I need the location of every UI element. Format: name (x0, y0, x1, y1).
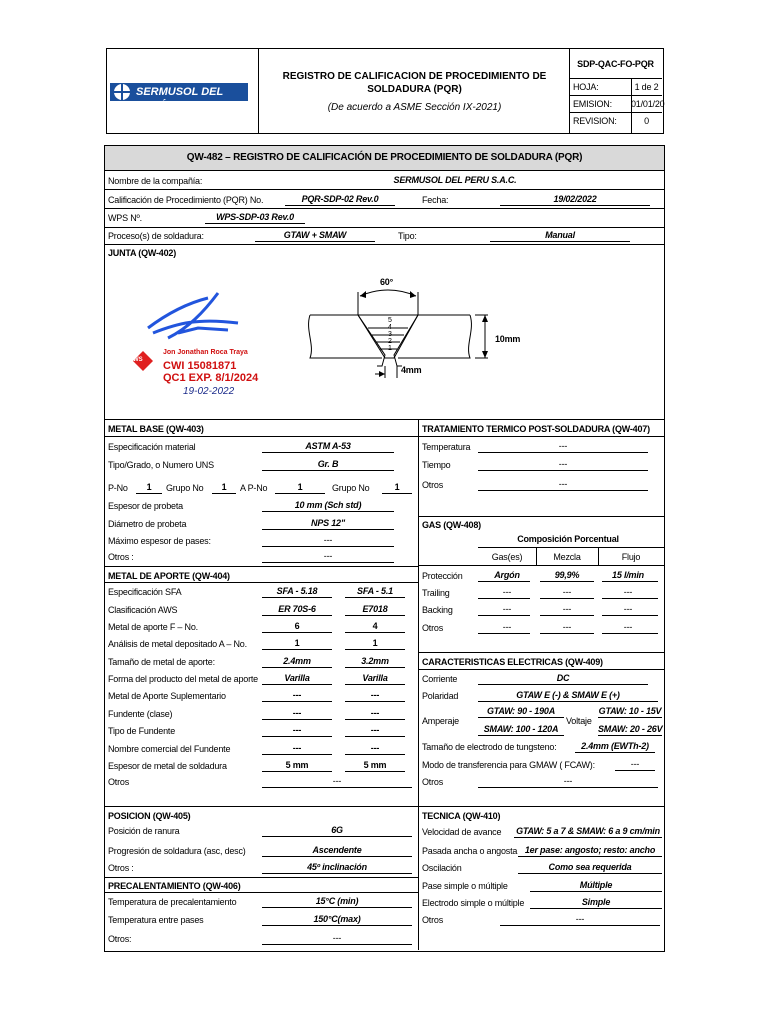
mb-diametro-value: NPS 12" (311, 518, 345, 528)
tech-pase-label: Pase simple o múltiple (422, 881, 508, 891)
mb-grade-value: Gr. B (317, 459, 339, 469)
joint-pass-5: 5 (388, 317, 392, 324)
filler-row-value-1: Varilla (284, 673, 310, 683)
mb-spec-label: Especificación material (108, 442, 196, 452)
gas-row-label: Protección (422, 571, 463, 581)
stamp-exp: QC1 EXP. 8/1/2024 (163, 372, 259, 384)
mb-otros-value: --- (323, 551, 333, 561)
company-logo (110, 80, 250, 112)
el-transfer-value: --- (630, 759, 640, 769)
el-transfer-label: Modo de transferencia para GMAW ( FCAW): (422, 760, 595, 770)
el-otros-label: Otros (422, 777, 444, 787)
pos-otros-value: 45º inclinación (307, 862, 367, 872)
gas-col-flujo: Flujo (621, 552, 641, 562)
filler-row-value-2: --- (370, 708, 380, 718)
gas-row-flujo: 15 l/min (612, 570, 644, 580)
doc-code: SDP-QAC-FO-PQR (577, 59, 654, 69)
pos-otros-label: Otros : (108, 863, 134, 873)
hoja-label: HOJA: (573, 82, 599, 92)
filler-row-label: Nombre comercial del Fundente (108, 744, 231, 754)
el-volt1: GTAW: 10 - 15V (598, 706, 662, 716)
filler-row-label: Metal de Aporte Suplementario (108, 691, 226, 701)
fecha-label: Fecha: (422, 195, 449, 205)
process-value: GTAW + SMAW (283, 230, 347, 240)
gas-row-gas: --- (502, 604, 512, 614)
filler-row-value-1: 6 (294, 621, 300, 631)
pwht-title: TRATAMIENTO TERMICO POST-SOLDADURA (QW-407) (422, 424, 650, 434)
pqr-value: PQR-SDP-02 Rev.0 (301, 194, 379, 204)
filler-row-value-2: SFA - 5.1 (357, 586, 393, 596)
filler-title: METAL DE APORTE (QW-404) (108, 571, 230, 581)
pos-ranura-label: Posición de ranura (108, 826, 180, 836)
pwht-tiempo-value: --- (558, 459, 568, 469)
pre-inter-value: 150°C(max) (313, 914, 361, 924)
filler-row-label: Tipo de Fundente (108, 726, 176, 736)
tech-otros-label: Otros (422, 915, 444, 925)
gas-row-mezcla: --- (562, 604, 572, 614)
joint-thickness: 10mm (495, 334, 521, 344)
filler-row-label: Especificación SFA (108, 587, 182, 597)
gas-row-gas: Argón (494, 570, 520, 580)
filler-row-value-2: 5 mm (363, 760, 387, 770)
filler-row-value-2: 1 (372, 638, 378, 648)
hoja-value: 1 de 2 (634, 82, 659, 92)
pre-temp-value: 15°C (min) (315, 896, 359, 906)
el-corriente-label: Corriente (422, 674, 458, 684)
tech-elec-label: Electrodo simple o múltiple (422, 898, 525, 908)
gas-row-label: Otros (422, 623, 444, 633)
stamp-name: Jon Jonathan Roca Traya (163, 349, 248, 356)
el-volt2: SMAW: 20 - 26V (598, 724, 663, 734)
pre-otros-label: Otros: (108, 934, 132, 944)
gas-row-mezcla: --- (562, 622, 572, 632)
header-title-line2: SOLDADURA (PQR) (367, 84, 462, 95)
mb-otros-label: Otros : (108, 552, 134, 562)
tech-elec-value: Simple (581, 897, 611, 907)
tech-pase-value: Múltiple (579, 880, 613, 890)
pos-ranura-value: 6G (331, 825, 343, 835)
mb-grupo-value: 1 (221, 482, 227, 492)
filler-otros-value: --- (332, 776, 342, 786)
mb-espesor-label: Espesor de probeta (108, 501, 183, 511)
mb-grupo2-label: Grupo No (332, 483, 370, 493)
gas-row-label: Trailing (422, 588, 450, 598)
pos-prog-value: Ascendente (312, 845, 362, 855)
tech-osc-label: Oscilación (422, 863, 462, 873)
pwht-otros-value: --- (558, 479, 568, 489)
header-subtitle: (De acuerdo a ASME Sección IX-2021) (327, 102, 502, 113)
filler-row-value-1: --- (292, 725, 302, 735)
filler-row-value-2: E7018 (362, 604, 388, 614)
gas-row-gas: --- (502, 622, 512, 632)
pqr-label: Calificación de Procedimiento (PQR) No. (108, 195, 264, 205)
pos-prog-label: Progresión de soldadura (asc, desc) (108, 846, 246, 856)
tipo-value: Manual (545, 230, 575, 240)
form-title: QW-482 – REGISTRO DE CALIFICACIÓN DE PROCEDIMIENTO DE SOLDADURA (PQR) (186, 152, 583, 163)
emision-value: 01/01/20 (631, 99, 665, 109)
filler-row-value-1: 2.4mm (283, 656, 311, 666)
company-logo-text: SERMUSOL DEL PERÚ (136, 86, 223, 112)
el-tungsten-label: Tamaño de electrodo de tungsteno: (422, 742, 557, 752)
gas-col-mezcla: Mezcla (553, 552, 581, 562)
fecha-value: 19/02/2022 (553, 194, 597, 204)
gas-row-gas: --- (502, 587, 512, 597)
gas-row-mezcla: 99,9% (554, 570, 580, 580)
emision-label: EMISION: (573, 99, 612, 109)
technique-title: TECNICA (QW-410) (422, 811, 501, 821)
filler-row-label: Forma del producto del metal de aporte (108, 674, 258, 684)
electrical-title: CARACTERISTICAS ELECTRICAS (QW-409) (422, 657, 603, 667)
mb-diametro-label: Diámetro de probeta (108, 519, 187, 529)
pre-temp-label: Temperatura de precalentamiento (108, 897, 237, 907)
mb-espesor-value: 10 mm (Sch std) (294, 500, 362, 510)
gas-row-mezcla: --- (562, 587, 572, 597)
pre-inter-label: Temperatura entre pases (108, 915, 204, 925)
filler-row-value-1: --- (292, 708, 302, 718)
joint-angle: 60° (380, 277, 394, 287)
tipo-label: Tipo: (398, 231, 417, 241)
mb-grupo2-value: 1 (394, 482, 400, 492)
filler-row-value-2: --- (370, 725, 380, 735)
company-value: SERMUSOL DEL PERU S.A.C. (393, 175, 517, 185)
joint-pass-4: 4 (388, 324, 392, 331)
el-polaridad-label: Polaridad (422, 691, 459, 701)
company-label: Nombre de la compañía: (108, 176, 203, 186)
filler-row-value-2: Varilla (362, 673, 388, 683)
el-amp2: SMAW: 100 - 120A (483, 724, 559, 734)
mb-spec-value: ASTM A-53 (305, 441, 351, 451)
gas-row-flujo: --- (623, 622, 633, 632)
tech-vel-label: Velocidad de avance (422, 827, 502, 837)
gas-title: GAS (QW-408) (422, 520, 481, 530)
pwht-tiempo-label: Tiempo (422, 460, 451, 470)
filler-row-label: Fundente (clase) (108, 709, 173, 719)
filler-row-value-1: SFA - 5.18 (276, 586, 318, 596)
filler-otros-label: Otros (108, 777, 130, 787)
tech-pasada-value: 1er pase: angosto; resto: ancho (524, 845, 656, 855)
position-title: POSICION (QW-405) (108, 811, 191, 821)
filler-row-value-2: --- (370, 743, 380, 753)
filler-row-value-1: --- (292, 690, 302, 700)
filler-row-label: Análisis de metal depositado A – No. (108, 639, 247, 649)
mb-grade-label: Tipo/Grado, o Numero UNS (108, 460, 214, 470)
el-polaridad-value: GTAW E (-) & SMAW E (+) (516, 690, 620, 700)
wps-label: WPS Nº. (108, 213, 142, 223)
filler-row-value-1: --- (292, 743, 302, 753)
tech-osc-value: Como sea requerida (548, 862, 632, 872)
mb-apno-label: A P-No (240, 483, 268, 493)
gas-row-label: Backing (422, 605, 453, 615)
el-amperaje-label: Amperaje (422, 716, 459, 726)
revision-value: 0 (644, 116, 649, 126)
mb-max-value: --- (323, 535, 333, 545)
el-corriente-value: DC (556, 673, 570, 683)
pwht-otros-label: Otros (422, 480, 444, 490)
tech-otros-value: --- (575, 914, 585, 924)
pwht-temp-label: Temperatura (422, 442, 471, 452)
mb-pno-value: 1 (146, 482, 152, 492)
filler-row-value-2: 4 (372, 621, 378, 631)
el-voltaje-label: Voltaje (566, 716, 592, 726)
gas-row-flujo: --- (623, 604, 633, 614)
process-label: Proceso(s) de soldadura: (108, 231, 204, 241)
tech-pasada-label: Pasada ancha o angosta (422, 846, 518, 856)
filler-row-label: Metal de aporte F – No. (108, 622, 198, 632)
metal-base-title: METAL BASE (QW-403) (108, 424, 204, 434)
header-title-line1: REGISTRO DE CALIFICACION DE PROCEDIMIENTO DE (282, 71, 547, 82)
mb-grupo-label: Grupo No (166, 483, 204, 493)
el-tungsten-value: 2.4mm (EWTh-2) (581, 741, 649, 751)
filler-row-label: Espesor de metal de soldadura (108, 761, 227, 771)
joint-title: JUNTA (QW-402) (108, 248, 177, 258)
filler-row-value-1: 5 mm (285, 760, 309, 770)
el-otros-value: --- (563, 776, 573, 786)
gas-col-gas: Gas(es) (491, 552, 523, 562)
tech-vel-value: GTAW: 5 a 7 & SMAW: 6 a 9 cm/min (516, 826, 660, 836)
mb-pno-label: P-No (108, 483, 128, 493)
wps-value: WPS-SDP-03 Rev.0 (216, 212, 294, 222)
joint-pass-2: 2 (388, 338, 392, 345)
gas-comp-title: Composición Porcentual (517, 534, 619, 544)
stamp-cwi: CWI 15081871 (163, 360, 237, 372)
joint-stamp (108, 283, 298, 403)
stamp-date: 19-02-2022 (183, 386, 235, 397)
filler-row-label: Tamaño de metal de aporte: (108, 657, 215, 667)
filler-row-value-1: 1 (294, 638, 300, 648)
joint-pass-3: 3 (388, 331, 392, 338)
stamp-logo: AWS (129, 357, 143, 363)
joint-diagram (300, 270, 540, 385)
preheat-title: PRECALENTAMIENTO (QW-406) (108, 881, 241, 891)
el-amp1: GTAW: 90 - 190A (486, 706, 556, 716)
filler-row-value-2: 3.2mm (361, 656, 389, 666)
filler-row-label: Clasificación AWS (108, 605, 178, 615)
gas-row-flujo: --- (623, 587, 633, 597)
mb-max-label: Máximo espesor de pases: (108, 536, 211, 546)
revision-label: REVISION: (573, 116, 617, 126)
joint-gap: 4mm (401, 365, 422, 375)
filler-row-value-2: --- (370, 690, 380, 700)
filler-row-value-1: ER 70S-6 (278, 604, 316, 614)
pwht-temp-value: --- (558, 441, 568, 451)
pre-otros-value: --- (332, 933, 342, 943)
mb-apno-value: 1 (297, 482, 303, 492)
joint-pass-1: 1 (388, 345, 392, 352)
